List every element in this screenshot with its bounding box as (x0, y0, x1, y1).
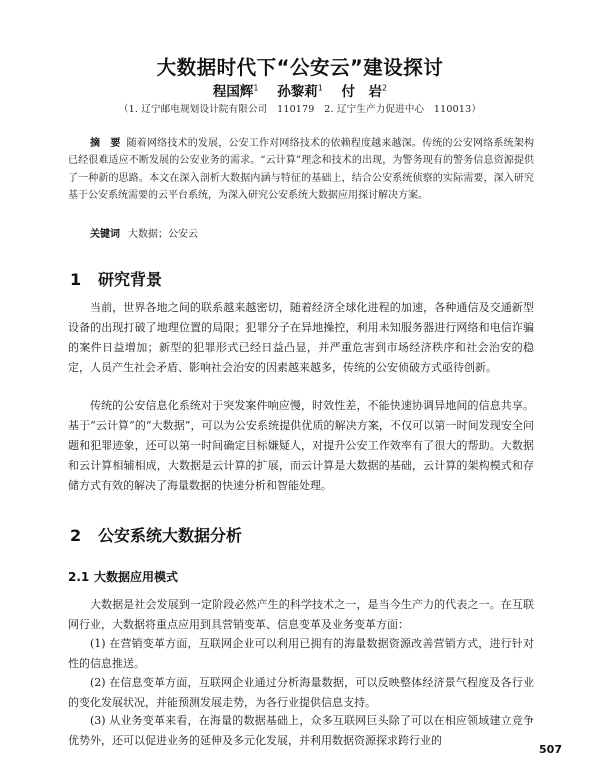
author-affiliation-mark: 1 (317, 83, 323, 93)
abstract-text: 随着网络技术的发展，公安工作对网络技术的依赖程度越来越深。传统的公安网络系统架构已经很难适应不断发展的公安业务的需求。“云计算”理念和技术的出现，为警务现有的警务信息资源提供了一种新的思路。本文在深入剖析大数据内涵与特征的基础上，结合公安系统侦察的实际需要，深入研究基于公安系统需要的云平台系统，为深入研究公安系统大数据应用探讨解决方案。 (68, 138, 535, 201)
subsection-title: 大数据应用模式 (94, 570, 179, 584)
body-paragraph: 传统的公安信息化系统对于突发案件响应慢，时效性差，不能快速协调异地间的信息共享。基于“云计算”的“大数据”，可以为公安系统提供优质的解决方案，不仅可以第一时间发现安全问题和犯罪迹象，还可以第一时间确定目标嫌疑人，对提升公安工作效率有了很大的帮助。大数据和云计算相辅相成，大数据是云计算的扩展，而云计算是大数据的基础，云计算的架构模式和存储方式有效的解决了海量数据的快速分析和智能处理。 (68, 399, 534, 492)
body-paragraph: 当前，世界各地之间的联系越来越密切，随着经济全球化进程的加速，各种通信及交通新型设备的出现打破了地理位置的局限；犯罪分子在异地操控，利用未知服务器进行网络和电信诈骗的案件日益增加；新型的犯罪形式已经日益凸显，并严重危害到市场经济秩序和社会治安的稳定，人员产生社会矛盾、影响社会治安的因素越来越多，传统的公安侦破方式亟待创新。 (68, 301, 534, 374)
section-title: 研究背景 (98, 270, 163, 289)
body-paragraph: (1) 在营销变革方面，互联网企业可以利用已拥有的海量数据资源改善营销方式，进行针对性的信息推送。 (68, 637, 534, 670)
body-paragraph: 大数据是社会发展到一定阶段必然产生的科学技术之一，是当今生产力的代表之一。在互联网行业，大数据将重点应用到具营销变革、信息变革及业务变革方面： (68, 598, 534, 631)
section-title: 公安系统大数据分析 (98, 526, 243, 545)
section-heading (70, 267, 162, 290)
section-number: 2 (70, 526, 82, 545)
author-affiliation-mark: 2 (382, 83, 388, 93)
subsection-number: 2.1 (68, 570, 90, 584)
keywords-text: 大数据；公安云 (128, 229, 198, 240)
section-number: 1 (70, 270, 82, 289)
body-paragraph: (2) 在信息变革方面，互联网企业通过分析海量数据，可以反映整体经济景气程度及各行业的变化发展状况，并能预测发展走势，为各行业提供信息支持。 (68, 676, 534, 709)
page-number: 507 (539, 743, 562, 756)
author-list (0, 80, 600, 100)
body-paragraph: (3) 从业务变革来看，在海量的数据基础上，众多互联网巨头除了可以在相应领域建立竞争优势外，还可以促进业务的延伸及多元化发展，并利用数据资源探求跨行业的 (68, 714, 534, 747)
keywords-label: 关键词 (90, 229, 120, 240)
affiliation-line: （1. 辽宁邮电规划设计院有限公司 110179 2. 辽宁生产力促进中心 110013） (118, 104, 482, 115)
abstract (68, 135, 534, 204)
author-name: 程国辉 (212, 84, 254, 100)
keywords (90, 227, 530, 243)
abstract-label: 摘 要 (90, 138, 121, 149)
author-name: 付 岩 (341, 84, 382, 100)
section-heading (70, 523, 242, 546)
author-affiliation-mark: 1 (253, 83, 259, 93)
paper-title: 大数据时代下“公安云”建设探讨 (156, 56, 444, 79)
author-name: 孙黎莉 (277, 84, 318, 100)
subsection-heading (68, 568, 178, 585)
